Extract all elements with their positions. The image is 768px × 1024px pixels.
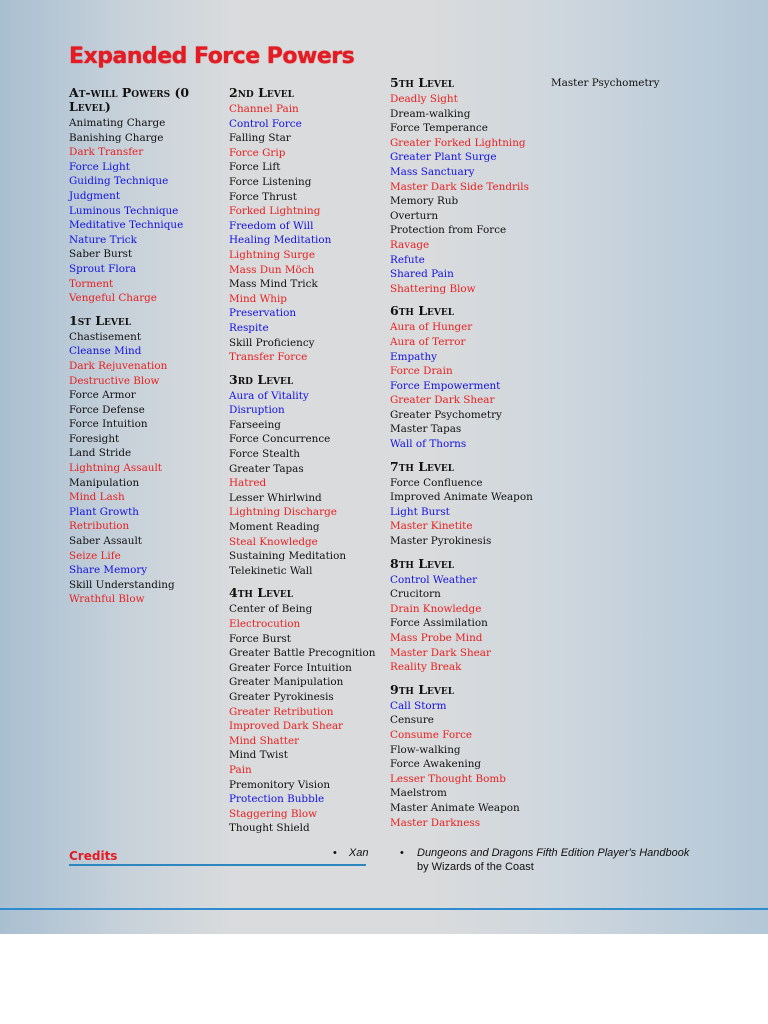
power-item: Dark Transfer xyxy=(69,146,144,159)
power-item: Greater Plant Surge xyxy=(390,151,497,164)
power-item: Wrathful Blow xyxy=(69,593,145,606)
power-item: Greater Dark Shear xyxy=(390,394,495,407)
power-item: Force Stealth xyxy=(229,448,300,461)
level-section xyxy=(551,76,711,91)
power-item: Force Armor xyxy=(69,389,136,402)
power-item: Force Confluence xyxy=(390,476,483,489)
column-1 xyxy=(69,86,219,615)
power-item: Mind Lash xyxy=(69,491,125,504)
power-item: Force Light xyxy=(69,160,130,173)
level-section xyxy=(390,304,550,451)
power-item: Chastisement xyxy=(69,330,142,343)
power-item: Animating Charge xyxy=(69,117,166,129)
power-item: Farseeing xyxy=(229,418,281,431)
power-item: Master Darkness xyxy=(390,816,481,829)
power-item: Force Intuition xyxy=(69,418,148,431)
power-item: Empathy xyxy=(390,350,438,363)
level-heading: 9th Level xyxy=(390,681,455,697)
power-item: Force Defense xyxy=(69,403,145,416)
power-item: Freedom of Will xyxy=(229,219,314,232)
power-item: Cleanse Mind xyxy=(69,345,142,358)
power-item: Greater Force Intuition xyxy=(229,661,352,674)
power-item: Falling Star xyxy=(229,132,291,145)
level-heading: 5th Level xyxy=(390,75,455,90)
power-item: Mass Sanctuary xyxy=(390,165,475,178)
level-section xyxy=(390,557,550,675)
power-item: Deadly Sight xyxy=(390,93,458,105)
power-item: Protection Bubble xyxy=(229,793,325,806)
power-item: Thought Shield xyxy=(229,822,310,835)
power-item: Master Dark Side Tendrils xyxy=(390,180,529,193)
power-list xyxy=(390,92,550,296)
power-item: Improved Dark Shear xyxy=(229,720,344,733)
power-list xyxy=(229,389,379,579)
power-item: Destructive Blow xyxy=(69,374,160,387)
power-item: Master Animate Weapon xyxy=(390,801,520,814)
power-item: Flow-walking xyxy=(390,743,461,756)
power-item: Dream-walking xyxy=(390,107,471,120)
power-item: Shattering Blow xyxy=(390,282,476,295)
power-item: Refute xyxy=(390,253,425,266)
power-item: Overturn xyxy=(390,209,439,222)
power-item: Lesser Thought Bomb xyxy=(390,772,506,785)
power-item: Force Awakening xyxy=(390,758,482,771)
power-item: Land Stride xyxy=(69,447,132,460)
power-item: Protection from Force xyxy=(390,224,507,237)
power-item: Lightning Surge xyxy=(229,248,315,261)
power-item: Seize Life xyxy=(69,549,121,562)
power-item: Greater Psychometry xyxy=(390,408,502,421)
power-item: Force Drain xyxy=(390,365,453,378)
power-item: Aura of Hunger xyxy=(390,321,473,334)
level-heading: 2nd Level xyxy=(229,85,294,100)
power-item: Premonitory Vision xyxy=(229,778,331,791)
level-section xyxy=(229,86,379,365)
power-item: Mind Shatter xyxy=(229,734,300,747)
power-item: Control Force xyxy=(229,117,302,130)
column-4 xyxy=(551,76,711,99)
credit-byline: by Wizards of the Coast xyxy=(417,861,534,873)
power-item: Memory Rub xyxy=(390,195,459,208)
power-item: Dark Rejuvenation xyxy=(69,359,168,372)
power-item: Guiding Technique xyxy=(69,175,169,188)
power-item: Master Psychometry xyxy=(551,77,660,89)
power-item: Greater Tapas xyxy=(229,462,304,475)
power-item: Ravage xyxy=(390,238,430,251)
power-item: Channel Pain xyxy=(229,103,299,115)
power-item: Banishing Charge xyxy=(69,131,164,144)
power-item: Reality Break xyxy=(390,661,462,674)
level-section xyxy=(69,86,219,306)
power-list xyxy=(390,476,550,549)
power-item: Electrocution xyxy=(229,618,301,630)
power-list xyxy=(229,602,379,836)
power-item: Force Grip xyxy=(229,146,286,159)
power-list xyxy=(390,699,550,830)
power-item: Center of Being xyxy=(229,603,313,616)
power-item: Lightning Assault xyxy=(69,462,162,475)
page-bottom-rule xyxy=(0,908,768,910)
power-item: Force Temperance xyxy=(390,122,488,135)
power-item: Force Assimilation xyxy=(390,617,488,630)
power-list xyxy=(69,330,219,607)
power-item: Lesser Whirlwind xyxy=(229,491,322,504)
power-list xyxy=(390,573,550,675)
power-item: Forked Lightning xyxy=(229,205,321,218)
credits-heading: Credits xyxy=(69,849,118,863)
power-item: Wall of Thorns xyxy=(390,438,467,451)
power-item: Shared Pain xyxy=(390,268,454,281)
power-item: Vengeful Charge xyxy=(69,292,157,305)
power-item: Force Listening xyxy=(229,175,312,188)
power-item: Saber Assault xyxy=(69,535,142,548)
power-item: Moment Reading xyxy=(229,521,320,534)
level-section xyxy=(229,373,379,579)
power-item: Saber Burst xyxy=(69,248,133,261)
level-heading: 6th Level xyxy=(390,303,455,319)
column-2 xyxy=(229,86,379,844)
power-list xyxy=(69,116,219,306)
power-item: Mass Mind Trick xyxy=(229,278,318,291)
credit-book-title: Xan xyxy=(348,847,369,859)
power-item: Master Dark Shear xyxy=(390,646,491,659)
power-item: Plant Growth xyxy=(69,505,139,518)
power-list xyxy=(229,102,379,365)
power-item: Greater Manipulation xyxy=(229,676,344,689)
power-item: Master Kinetite xyxy=(390,520,473,533)
power-item: Mass Dun Möch xyxy=(229,263,315,276)
power-item: Respite xyxy=(229,321,269,334)
power-item: Share Memory xyxy=(69,564,148,577)
power-item: Sustaining Meditation xyxy=(229,550,347,563)
power-item: Telekinetic Wall xyxy=(229,564,313,577)
power-item: Maelstrom xyxy=(390,787,447,800)
power-item: Meditative Technique xyxy=(69,219,184,232)
credits-divider xyxy=(69,864,366,866)
power-item: Censure xyxy=(390,714,434,727)
power-item: Transfer Force xyxy=(229,351,308,364)
level-section xyxy=(229,586,379,836)
power-item: Greater Battle Precognition xyxy=(229,647,376,660)
power-list xyxy=(551,76,711,91)
power-item: Drain Knowledge xyxy=(390,602,482,615)
power-item: Mass Probe Mind xyxy=(390,632,483,644)
power-item: Steal Knowledge xyxy=(229,535,318,548)
level-heading: 4th Level xyxy=(229,585,294,601)
power-item: Retribution xyxy=(69,520,130,533)
power-item: Crucitorn xyxy=(390,588,441,601)
power-item: Hatred xyxy=(229,477,267,490)
power-item: Nature Trick xyxy=(69,233,137,246)
power-item: Force Empowerment xyxy=(390,379,501,392)
power-item: Torment xyxy=(69,277,114,290)
level-heading: At-will Powers (0 Level) xyxy=(69,85,190,114)
power-item: Aura of Terror xyxy=(390,335,466,348)
power-item: Greater Pyrokinesis xyxy=(229,690,334,703)
column-3 xyxy=(390,76,550,838)
power-item: Judgment xyxy=(69,189,121,202)
level-heading: 7th Level xyxy=(390,458,455,474)
power-item: Force Lift xyxy=(229,161,281,174)
level-heading: 8th Level xyxy=(390,555,455,571)
level-heading: 1st Level xyxy=(69,312,132,328)
power-item: Luminous Technique xyxy=(69,204,179,217)
power-item: Sprout Flora xyxy=(69,262,137,275)
power-item: Aura of Vitality xyxy=(229,389,309,402)
bullet-icon: • xyxy=(400,847,404,859)
power-item: Control Weather xyxy=(390,573,478,586)
power-item: Call Storm xyxy=(390,699,447,712)
power-item: Light Burst xyxy=(390,505,450,518)
power-item: Mind Twist xyxy=(229,749,288,762)
power-item: Mind Whip xyxy=(229,292,287,305)
bullet-icon: • xyxy=(333,847,337,859)
power-item: Force Thrust xyxy=(229,190,297,203)
power-item: Lightning Discharge xyxy=(229,506,337,519)
level-section xyxy=(390,460,550,549)
power-item: Preservation xyxy=(229,307,297,320)
page-title: Expanded Force Powers xyxy=(69,44,355,69)
level-heading: 3rd Level xyxy=(229,371,294,387)
power-item: Greater Forked Lightning xyxy=(390,136,526,149)
power-item: Force Burst xyxy=(229,632,291,645)
power-item: Greater Retribution xyxy=(229,705,334,718)
power-item: Master Pyrokinesis xyxy=(390,535,492,548)
credit-item xyxy=(400,846,768,874)
power-item: Skill Proficiency xyxy=(229,336,315,349)
power-item: Staggering Blow xyxy=(229,807,317,820)
credits-list xyxy=(400,846,768,874)
level-section xyxy=(69,314,219,607)
credit-book-title: Dungeons and Dragons Fifth Edition Player's Handbook xyxy=(417,847,690,859)
power-item: Consume Force xyxy=(390,728,473,741)
level-section xyxy=(390,683,550,830)
power-list xyxy=(390,320,550,451)
power-item: Pain xyxy=(229,763,252,776)
level-section xyxy=(390,76,550,296)
power-item: Force Concurrence xyxy=(229,433,331,446)
power-item: Healing Meditation xyxy=(229,234,332,247)
power-item: Improved Animate Weapon xyxy=(390,491,533,504)
power-item: Master Tapas xyxy=(390,423,462,436)
power-item: Disruption xyxy=(229,404,285,417)
power-item: Manipulation xyxy=(69,476,140,489)
credit-item xyxy=(333,846,369,860)
power-item: Foresight xyxy=(69,432,120,445)
power-item: Skill Understanding xyxy=(69,578,175,591)
